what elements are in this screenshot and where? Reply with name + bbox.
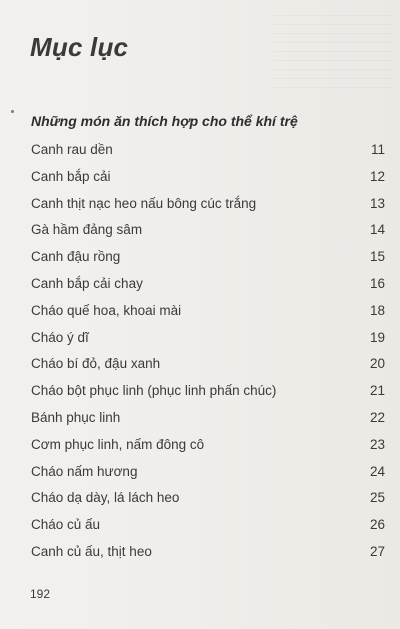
toc-entry-title: Cháo bột phục linh (phục linh phấn chúc) (31, 383, 277, 399)
toc-entry-page: 25 (369, 490, 385, 506)
toc-entry (31, 140, 385, 167)
toc-entry (31, 247, 385, 274)
section-heading: Những món ăn thích hợp cho thể khí trệ (31, 113, 298, 129)
toc-entry (31, 301, 385, 328)
toc-entry-page: 18 (369, 302, 385, 318)
toc-entry-page: 20 (369, 356, 385, 372)
margin-dot (11, 110, 14, 113)
page-number: 192 (30, 587, 51, 601)
toc-entry (31, 354, 385, 381)
toc-entry-title: Cháo bí đỏ, đậu xanh (31, 356, 161, 372)
toc-entry-title: Cơm phục linh, nấm đông cô (31, 436, 205, 452)
toc-entry (31, 220, 385, 247)
toc-entry-title: Canh củ ấu, thịt heo (31, 543, 152, 559)
toc-entry-title: Cháo dạ dày, lá lách heo (31, 490, 180, 506)
page-title: Mục lục (30, 32, 129, 62)
toc-entry-page: 24 (369, 463, 385, 479)
toc-entry-title: Canh đậu rồng (31, 249, 121, 265)
table-of-contents (31, 140, 385, 569)
toc-entry-title: Bánh phục linh (31, 409, 121, 425)
toc-entry-page: 27 (369, 543, 385, 559)
toc-entry-title: Cháo nấm hương (31, 463, 138, 479)
toc-entry-title: Cháo ý dĩ (31, 329, 89, 345)
toc-entry-page: 16 (369, 275, 385, 291)
toc-entry-page: 15 (369, 249, 385, 265)
toc-entry (31, 194, 385, 221)
show-through-texture (274, 8, 394, 88)
toc-entry-title: Cháo quế hoa, khoai mài (31, 302, 182, 318)
toc-entry-title: Canh rau dền (31, 142, 113, 157)
toc-entry (31, 515, 385, 542)
toc-entry-page: 22 (369, 409, 385, 425)
toc-entry (31, 167, 385, 194)
toc-entry-title: Canh bắp cải chay (31, 275, 143, 291)
toc-entry (31, 542, 385, 569)
toc-entry-title: Gà hầm đảng sâm (31, 222, 143, 238)
toc-entry (31, 435, 385, 462)
toc-entry-title: Cháo củ ấu (31, 517, 101, 533)
toc-entry-title: Canh bắp cải (31, 168, 111, 184)
toc-entry (31, 462, 385, 489)
toc-entry-page: 12 (369, 168, 385, 184)
toc-entry (31, 381, 385, 408)
toc-entry-page: 14 (369, 222, 385, 238)
toc-entry-page: 13 (369, 195, 385, 211)
toc-entry-page: 21 (369, 383, 385, 399)
toc-entry-page: 23 (369, 436, 385, 452)
toc-entry (31, 274, 385, 301)
toc-entry-page: 19 (369, 329, 385, 345)
toc-entry-title: Canh thịt nạc heo nấu bông cúc trắng (31, 195, 257, 211)
toc-entry (31, 408, 385, 435)
toc-entry-page: 26 (369, 517, 385, 533)
toc-entry (31, 488, 385, 515)
toc-entry-page: 11 (370, 142, 385, 157)
toc-entry (31, 328, 385, 355)
